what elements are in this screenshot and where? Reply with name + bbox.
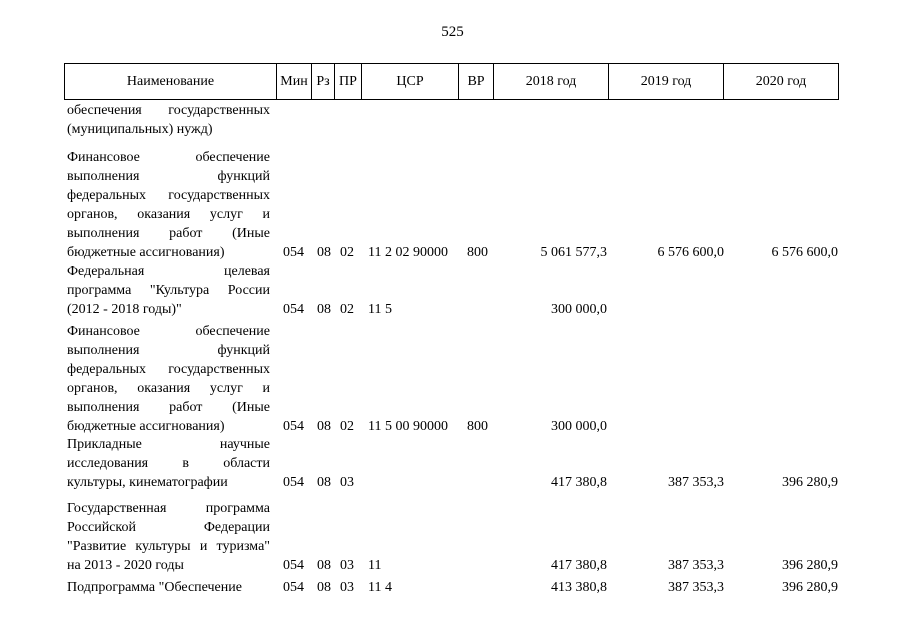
header-name: Наименование	[65, 64, 277, 100]
header-rz: Рз	[312, 64, 335, 100]
header-min: Мин	[277, 64, 312, 100]
table-row	[0, 101, 905, 139]
row-name-line: Подпрограмма "Обеспечение	[67, 580, 242, 595]
cell-pr: 02	[340, 419, 354, 434]
row-name	[67, 322, 270, 436]
page-number: 525	[441, 24, 464, 40]
header-pr: ПР	[335, 64, 362, 100]
cell-y2018: 417 380,8	[551, 558, 607, 573]
cell-rz: 08	[317, 302, 331, 317]
row-name-line: бюджетные ассигнования)	[67, 245, 225, 260]
cell-pr: 02	[340, 245, 354, 260]
header-vr: ВР	[459, 64, 494, 100]
header-2018: 2018 год	[494, 64, 609, 100]
cell-min: 054	[283, 245, 304, 260]
cell-y2019: 387 353,3	[668, 558, 724, 573]
cell-y2018: 417 380,8	[551, 475, 607, 490]
row-name-line: исследования в области	[67, 456, 270, 471]
cell-rz: 08	[317, 475, 331, 490]
cell-vr: 800	[467, 245, 488, 260]
row-name-line: программа "Культура России	[67, 283, 270, 298]
cell-y2019: 387 353,3	[668, 580, 724, 595]
cell-pr: 03	[340, 580, 354, 595]
table-row	[0, 322, 905, 436]
header-2020: 2020 год	[724, 64, 839, 100]
cell-rz: 08	[317, 580, 331, 595]
cell-min: 054	[283, 580, 304, 595]
table-row	[0, 578, 905, 597]
cell-pr: 03	[340, 475, 354, 490]
row-name	[67, 148, 270, 262]
cell-min: 054	[283, 302, 304, 317]
cell-csr: 11 2 02 90000	[368, 245, 448, 260]
row-name-line: обеспечения государственных	[67, 103, 270, 118]
cell-y2020: 396 280,9	[782, 580, 838, 595]
header-2019: 2019 год	[609, 64, 724, 100]
cell-min: 054	[283, 475, 304, 490]
table-row	[0, 435, 905, 492]
cell-vr: 800	[467, 419, 488, 434]
cell-pr: 03	[340, 558, 354, 573]
cell-min: 054	[283, 419, 304, 434]
row-name-line: федеральных государственных	[67, 362, 270, 377]
header-csr: ЦСР	[362, 64, 459, 100]
row-name-line: выполнения функций	[67, 343, 270, 358]
row-name-line: федеральных государственных	[67, 188, 270, 203]
cell-y2018: 300 000,0	[551, 302, 607, 317]
row-name-line: Российской Федерации	[67, 520, 270, 535]
row-name-line: Финансовое обеспечение	[67, 150, 270, 165]
cell-csr: 11 5	[368, 302, 392, 317]
row-name-line: выполнения функций	[67, 169, 270, 184]
row-name-line: Федеральная целевая	[67, 264, 270, 279]
row-name	[67, 435, 270, 492]
cell-rz: 08	[317, 419, 331, 434]
row-name-line: (муниципальных) нужд)	[67, 122, 213, 137]
row-name-line: выполнения работ (Иные	[67, 226, 270, 241]
row-name-line: органов, оказания услуг и	[67, 207, 270, 222]
row-name-line: Финансовое обеспечение	[67, 324, 270, 339]
cell-y2020: 396 280,9	[782, 475, 838, 490]
cell-rz: 08	[317, 558, 331, 573]
table-row	[0, 262, 905, 319]
row-name	[67, 101, 270, 139]
row-name-line: Прикладные научные	[67, 437, 270, 452]
table-row	[0, 148, 905, 262]
cell-y2020: 396 280,9	[782, 558, 838, 573]
cell-rz: 08	[317, 245, 331, 260]
cell-min: 054	[283, 558, 304, 573]
table-row	[0, 499, 905, 575]
row-name-line: выполнения работ (Иные	[67, 400, 270, 415]
row-name-line: на 2013 - 2020 годы	[67, 558, 184, 573]
cell-y2018: 5 061 577,3	[540, 245, 607, 260]
cell-csr: 11	[368, 558, 382, 573]
cell-y2019: 387 353,3	[668, 475, 724, 490]
table-header	[64, 63, 839, 100]
row-name-line: органов, оказания услуг и	[67, 381, 270, 396]
cell-y2019: 6 576 600,0	[657, 245, 724, 260]
cell-y2018: 413 380,8	[551, 580, 607, 595]
row-name-line: "Развитие культуры и туризма"	[67, 539, 270, 554]
row-name	[67, 578, 270, 597]
row-name	[67, 499, 270, 575]
row-name	[67, 262, 270, 319]
cell-csr: 11 4	[368, 580, 392, 595]
row-name-line: Государственная программа	[67, 501, 270, 516]
cell-y2020: 6 576 600,0	[771, 245, 838, 260]
row-name-line: бюджетные ассигнования)	[67, 419, 225, 434]
row-name-line: (2012 - 2018 годы)"	[67, 302, 182, 317]
cell-csr: 11 5 00 90000	[368, 419, 448, 434]
cell-pr: 02	[340, 302, 354, 317]
row-name-line: культуры, кинематографии	[67, 475, 228, 490]
cell-y2018: 300 000,0	[551, 419, 607, 434]
